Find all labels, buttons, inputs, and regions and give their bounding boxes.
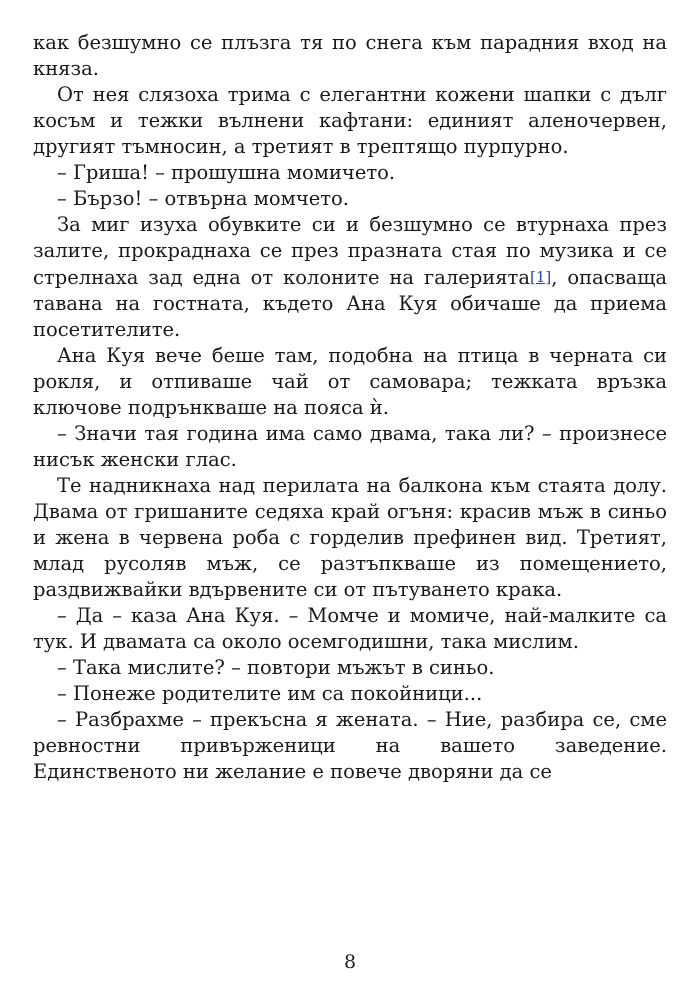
paragraph: От нея слязоха трима с елегантни кожени шапки с дълг косъм и тежки вълнени кафтани: единият аленочервен, другият тъмносин, а третият в трептящо пурпурно.	[33, 83, 667, 158]
paragraph-with-footnote	[33, 212, 667, 343]
paragraph: Ана Куя вече беше там, подобна на птица в черната си рокля, и отпиваше чай от самовара; тежката връзка ключове подрънкваше на пояса ѝ.	[33, 344, 667, 419]
page-number: 8	[343, 951, 357, 973]
paragraph-text: За миг изуха обувките си и безшумно се втурнаха през залите, прокраднаха се през празната стая по музика и се стрелнаха зад една от колоните на галерията	[33, 213, 667, 289]
footnote-link[interactable]: [1]	[529, 268, 552, 286]
paragraph-continuation: как безшумно се плъзга тя по снега към парадния вход на княза.	[33, 31, 667, 80]
dialogue-line: – Гриша! – прошушна момичето.	[57, 161, 396, 184]
paragraph: Те надникнаха над перилата на балкона към стаята долу. Двама от гришаните седяха край огъня: красив мъж в синьо и жена в червена роба с горделив префинен вид. Третият, млад русоляв мъж, се разтъпкваше из помещението, раздвижвайки вдървените си от пътуването крака.	[33, 474, 667, 601]
dialogue-line: – Разбрахме – прекъсна я жената. – Ние, разбира се, сме ревностни привърженици на вашето заведение. Единственото ни желание е повече дворяни да се	[33, 708, 667, 783]
dialogue-line: – Да – каза Ана Куя. – Момче и момиче, най-малките са тук. И двамата са около осемгодишни, така мислим.	[33, 604, 667, 653]
dialogue-line: – Бързо! – отвърна момчето.	[57, 187, 349, 210]
dialogue-line: – Понеже родителите им са покойници...	[57, 682, 483, 705]
paragraph-text: , опасваща тавана на гостната, където Ана Куя обичаше да приема посетителите.	[33, 266, 668, 341]
dialogue-line: – Така мислите? – повтори мъжът в синьо.	[57, 656, 495, 679]
dialogue-line: – Значи тая година има само двама, така ли? – произнесе нисък женски глас.	[33, 422, 667, 471]
page-body	[33, 30, 667, 785]
